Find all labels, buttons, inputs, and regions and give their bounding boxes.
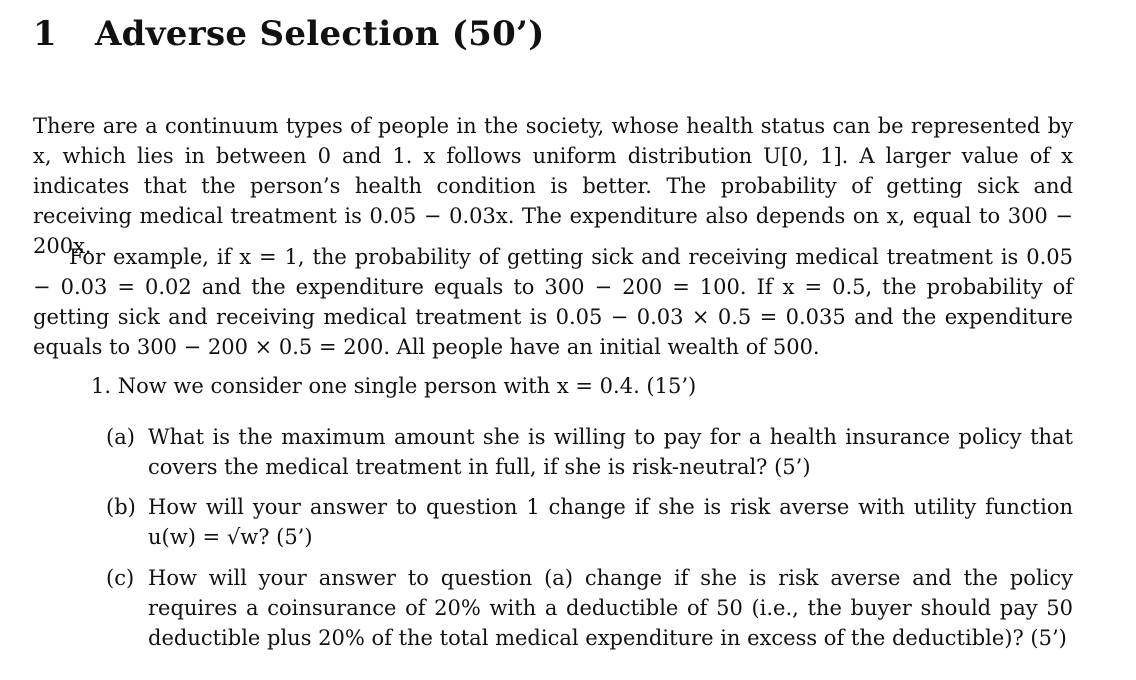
section-heading — [33, 14, 545, 54]
subquestion-b — [106, 492, 1073, 552]
question-1: 1. Now we consider one single person with x = 0.4. (15’) — [91, 374, 697, 398]
subquestion-a — [106, 422, 1073, 482]
subquestion-label: (b) — [106, 495, 136, 519]
intro-paragraph: There are a continuum types of people in the society, whose health status can be represented by x, which lies in between 0 and 1. x follows uniform distribution U[0, 1]. A larger value of x indicates that the person’s health condition is better. The probability of getting sick and receiving medical treatment is 0.05 − 0.03x. The expenditure also depends on x, equal to 300 − 200x. — [33, 114, 1073, 258]
subquestion-c — [106, 563, 1073, 653]
subquestion-label: (c) — [106, 566, 135, 590]
subquestion-text: What is the maximum amount she is willing to pay for a health insurance policy that covers the medical treatment in full, if she is risk-neutral? (5’) — [148, 425, 1073, 479]
example-paragraph: For example, if x = 1, the probability of getting sick and receiving medical treatment is 0.05 − 0.03 = 0.02 and the expenditure equals to 300 − 200 = 100. If x = 0.5, the probability of getting sick and receiving medical treatment is 0.05 − 0.03 × 0.5 = 0.035 and the expenditure equals to 300 − 200 × 0.5 = 200. All people have an initial wealth of 500. — [33, 245, 1073, 359]
subquestion-label: (a) — [106, 425, 135, 449]
subquestion-text: How will your answer to question 1 change if she is risk averse with utility function u(w) = √w? (5’) — [148, 495, 1073, 549]
subquestion-text: How will your answer to question (a) change if she is risk averse and the policy requires a coinsurance of 20% with a deductible of 50 (i.e., the buyer should pay 50 deductible plus 20% of the total medical expenditure in excess of the deductible)? (5’) — [148, 566, 1073, 650]
section-number: 1 — [33, 14, 57, 54]
section-title: Adverse Selection (50’) — [95, 14, 545, 54]
